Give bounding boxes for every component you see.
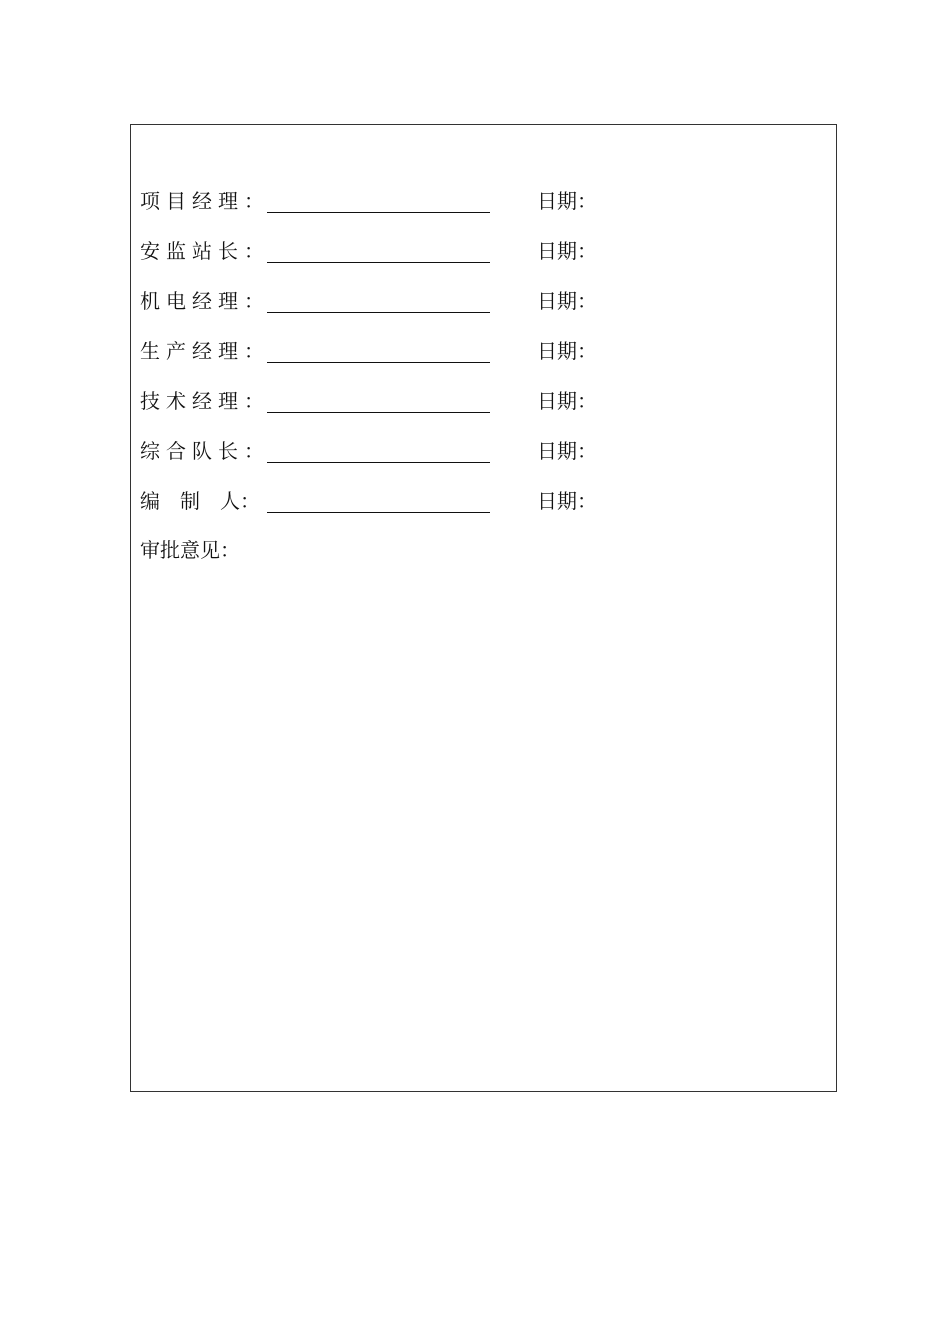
- signature-line: [267, 212, 490, 213]
- signoff-row-general-team-leader: [140, 436, 620, 466]
- signature-line: [267, 262, 490, 263]
- approval-form-frame: [130, 124, 837, 1092]
- signoff-label: 安监站长：: [140, 239, 270, 263]
- signature-line: [267, 312, 490, 313]
- signoff-label: 项目经理：: [140, 189, 270, 213]
- signature-line: [267, 462, 490, 463]
- signoff-label: 编 制 人：: [140, 489, 260, 513]
- date-label: 日期：: [537, 239, 597, 263]
- signoff-label: 生产经理：: [140, 339, 270, 363]
- date-label: 日期：: [537, 289, 597, 313]
- date-label: 日期：: [537, 389, 597, 413]
- signoff-row-compiler: [140, 486, 620, 516]
- signoff-row-project-manager: [140, 186, 620, 216]
- signoff-label: 机电经理：: [140, 289, 270, 313]
- date-label: 日期：: [537, 439, 597, 463]
- signature-line: [267, 412, 490, 413]
- signoff-row-safety-supervisor: [140, 236, 620, 266]
- date-label: 日期：: [537, 489, 597, 513]
- signature-line: [267, 362, 490, 363]
- approval-opinion-label: 审批意见：: [140, 538, 240, 562]
- date-label: 日期：: [537, 189, 597, 213]
- signoff-label: 综合队长：: [140, 439, 270, 463]
- signoff-label: 技术经理：: [140, 389, 270, 413]
- signoff-row-production-manager: [140, 336, 620, 366]
- signoff-row-electromechanical-manager: [140, 286, 620, 316]
- date-label: 日期：: [537, 339, 597, 363]
- signoff-row-technical-manager: [140, 386, 620, 416]
- signature-line: [267, 512, 490, 513]
